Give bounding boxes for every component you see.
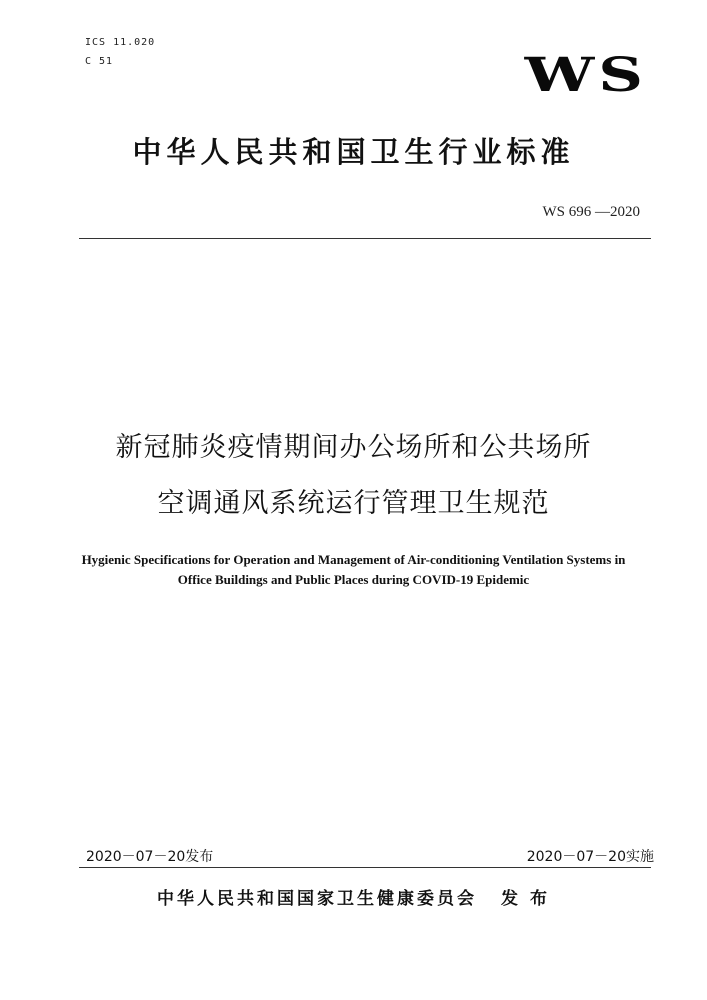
ics-code: ICS 11.020: [85, 37, 156, 48]
issue-word: 发 布: [501, 889, 550, 909]
implementation-date: 2020－07－20实施: [526, 849, 654, 865]
header-divider: [79, 238, 651, 239]
ws-logo: WS: [524, 47, 647, 103]
chinese-title-line-1: 新冠肺炎疫情期间办公场所和公共场所: [115, 432, 592, 463]
issuer-line: [0, 884, 707, 909]
issuer-name: 中华人民共和国国家卫生健康委员会: [157, 889, 478, 909]
footer-divider: [79, 867, 651, 868]
ccs-code: C 51: [85, 56, 114, 67]
english-title-line-2: Office Buildings and Public Places during COVID-19 Epidemic: [177, 572, 530, 587]
issue-date: 2020－07－20发布: [86, 849, 214, 865]
chinese-title-line-2: 空调通风系统运行管理卫生规范: [157, 488, 550, 519]
standard-type-heading: 中华人民共和国卫生行业标准: [132, 135, 575, 169]
english-title-line-1: Hygienic Specifications for Operation and Management of Air-conditioning Ventilation Systems in: [81, 552, 626, 567]
standard-number: WS 696 —2020: [542, 204, 640, 220]
